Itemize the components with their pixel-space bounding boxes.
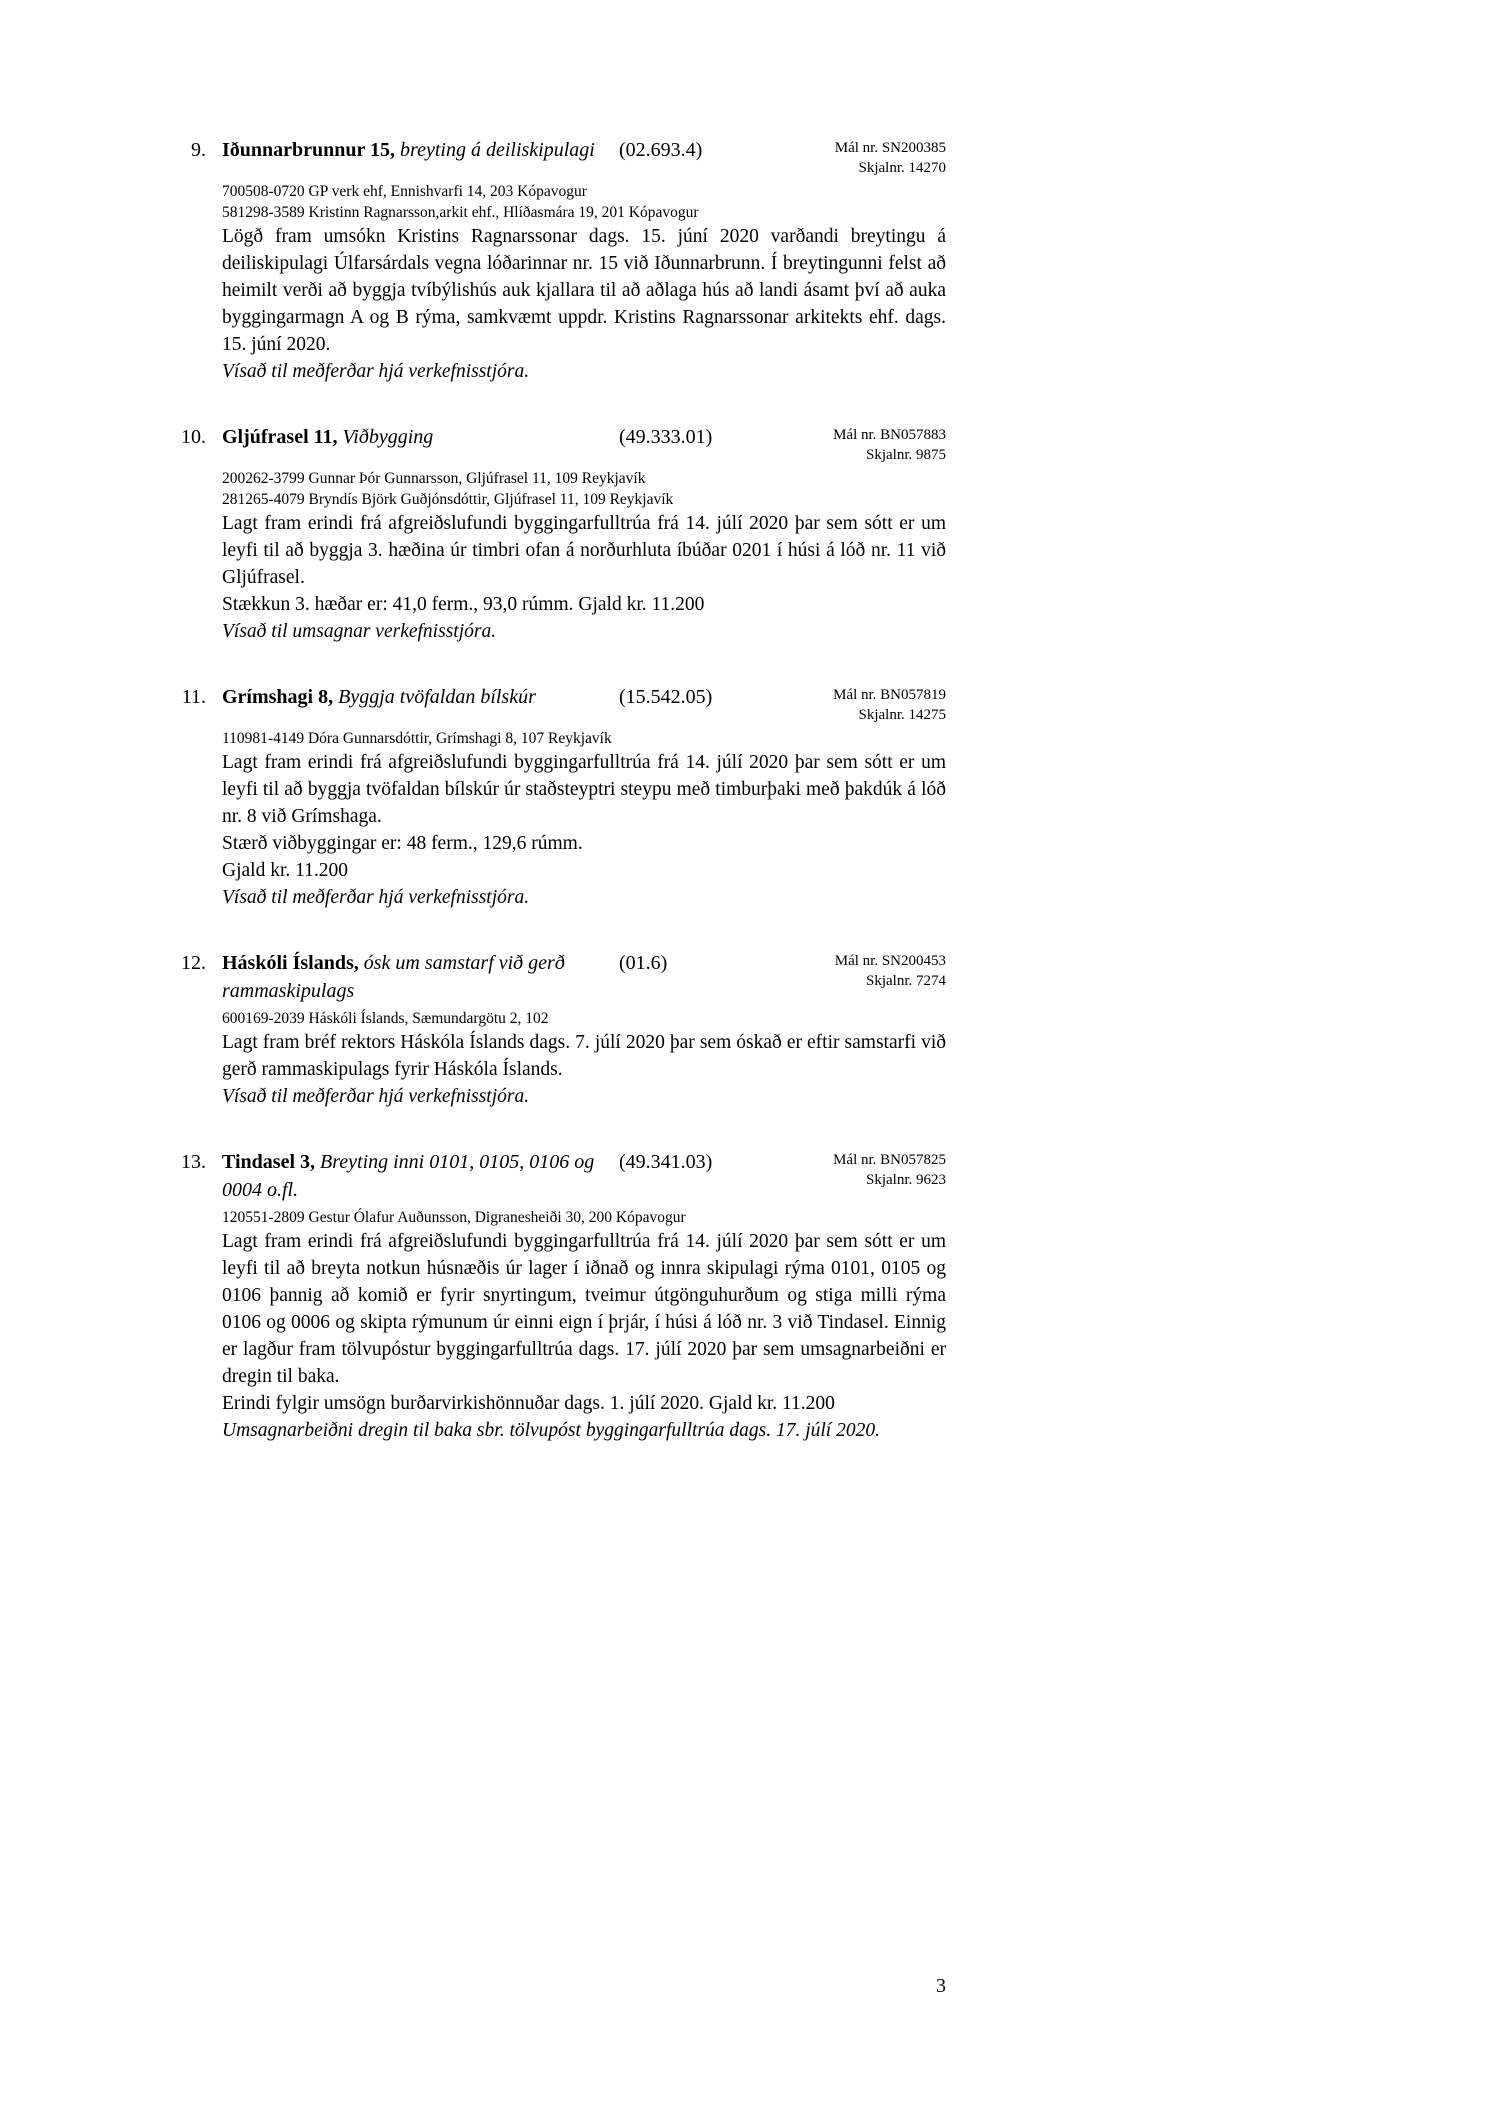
case-number: Mál nr. BN057825 (833, 1152, 946, 1168)
item-header (222, 1148, 946, 1204)
item-code: (02.693.4) (619, 139, 703, 161)
party-line: 581298-3589 Kristinn Ragnarsson,arkit ehf., Hlíðasmára 19, 201 Kópavogur (222, 204, 699, 221)
party-line: 700508-0720 GP verk ehf, Ennishvarfi 14, 203 Kópavogur (222, 183, 587, 200)
item-title: Grímshagi 8, (222, 686, 334, 708)
item-title: Háskóli Íslands, (222, 952, 359, 974)
item-number: 11. (181, 686, 206, 708)
item-meta (833, 683, 946, 725)
agenda-item (178, 683, 946, 911)
document-number: Skjalnr. 9623 (865, 1172, 946, 1188)
body-paragraph: Lagt fram erindi frá afgreiðslufundi byggingarfulltrúa frá 14. júlí 2020 þar sem sótt er um leyfi til að byggja 3. hæðina úr timbri ofan á norðurhluta íbúðar 0201 í húsi á lóð nr. 11 við Gljúfrasel. (222, 513, 946, 588)
item-text (222, 1228, 946, 1444)
item-code: (49.341.03) (619, 1151, 713, 1173)
item-title-block (222, 683, 602, 711)
item-title-block (222, 1148, 602, 1204)
item-code: (49.333.01) (619, 426, 713, 448)
item-subtitle: Viðbygging (342, 426, 434, 448)
item-header (222, 136, 946, 178)
agenda-item (178, 1148, 946, 1444)
item-title: Iðunnarbrunnur 15, (222, 139, 396, 161)
party-list (222, 468, 946, 510)
body-paragraph: Lagt fram bréf rektors Háskóla Íslands dags. 7. júlí 2020 þar sem óskað er eftir samstarfi við gerð rammaskipulags fyrir Háskóla Íslands. (222, 1032, 946, 1080)
agenda-item (178, 949, 946, 1110)
decision-note: Umsagnarbeiðni dregin til baka sbr. tölvupóst byggingarfulltrúa dags. 17. júlí 2020. (222, 1420, 880, 1441)
party-line: 120551-2809 Gestur Ólafur Auðunsson, Digranesheiði 30, 200 Kópavogur (222, 1209, 686, 1226)
party-list (222, 728, 946, 749)
item-code: (15.542.05) (619, 686, 713, 708)
case-number: Mál nr. SN200453 (834, 953, 946, 969)
item-subtitle: Breyting inni 0101, 0105, 0106 og 0004 o.fl. (222, 1151, 595, 1201)
item-subtitle: breyting á deiliskipulagi (400, 139, 595, 161)
party-list (222, 1008, 946, 1029)
item-code: (01.6) (619, 952, 668, 974)
item-title: Gljúfrasel 11, (222, 426, 338, 448)
party-line: 281265-4079 Bryndís Björk Guðjónsdóttir, Gljúfrasel 11, 109 Reykjavík (222, 491, 674, 508)
item-text (222, 510, 946, 645)
item-text (222, 1029, 946, 1110)
body-paragraph: Lagt fram erindi frá afgreiðslufundi byggingarfulltrúa frá 14. júlí 2020 þar sem sótt er um leyfi til að byggja tvöfaldan bílskúr úr staðsteyptri steypu með timburþaki með þakdúk á lóð nr. 8 við Grímshaga. (222, 752, 946, 827)
item-text (222, 749, 946, 911)
item-title-block (222, 136, 602, 164)
item-body (222, 423, 946, 645)
item-header (222, 949, 946, 1005)
item-meta (833, 423, 946, 465)
item-title: Tindasel 3, (222, 1151, 315, 1173)
decision-note: Vísað til umsagnar verkefnisstjóra. (222, 621, 497, 642)
case-number: Mál nr. BN057883 (833, 427, 946, 443)
body-paragraph: Stærð viðbyggingar er: 48 ferm., 129,6 rúmm. (222, 833, 583, 854)
item-title-block (222, 423, 602, 451)
case-number: Mál nr. BN057819 (833, 687, 946, 703)
item-number: 13. (181, 1151, 206, 1173)
party-list (222, 181, 946, 223)
item-title-block (222, 949, 602, 1005)
item-text (222, 223, 946, 385)
item-number: 12. (181, 952, 206, 974)
document-number: Skjalnr. 7274 (865, 973, 946, 989)
body-paragraph: Erindi fylgir umsögn burðarvirkishönnuðar dags. 1. júlí 2020. Gjald kr. 11.200 (222, 1393, 835, 1414)
document-number: Skjalnr. 9875 (865, 447, 946, 463)
page-number: 3 (936, 1975, 946, 1997)
party-line: 110981-4149 Dóra Gunnarsdóttir, Grímshagi 8, 107 Reykjavík (222, 730, 612, 747)
body-paragraph: Lögð fram umsókn Kristins Ragnarssonar dags. 15. júní 2020 varðandi breytingu á deiliskipulagi Úlfarsárdals vegna lóðarinnar nr. 15 við Iðunnarbrunn. Í breytingunni felst að heimilt verði að byggja tvíbýlishús auk kjallara til að aðlaga hús að landi ásamt því að auka byggingarmagn A og B rýma, samkvæmt uppdr. Kristins Ragnarssonar arkitekts ehf. dags. 15. júní 2020. (222, 226, 946, 355)
decision-note: Vísað til meðferðar hjá verkefnisstjóra. (222, 361, 530, 382)
body-paragraph: Lagt fram erindi frá afgreiðslufundi byggingarfulltrúa frá 14. júlí 2020 þar sem sótt er um leyfi til að breyta notkun húsnæðis úr lager í iðnað og innra skipulagi rýma 0101, 0105 og 0106 þannig að komið er fyrir snyrtingum, tveimur útgönguhurðum og stiga milli rýma 0106 og 0006 og skipta rýmunum úr einni eign í þrjár, í húsi á lóð nr. 3 við Tindasel. Einnig er lagður fram tölvupóstur byggingarfulltrúa dags. 17. júlí 2020 þar sem umsagnarbeiðni er dregin til baka. (222, 1231, 946, 1387)
party-list (222, 1207, 946, 1228)
item-body (222, 136, 946, 385)
document-number: Skjalnr. 14270 (858, 160, 946, 176)
item-number: 10. (181, 426, 206, 448)
agenda-item (178, 136, 946, 385)
party-line: 600169-2039 Háskóli Íslands, Sæmundargötu 2, 102 (222, 1010, 549, 1027)
item-meta (835, 136, 946, 178)
item-number: 9. (191, 139, 206, 161)
agenda-item (178, 423, 946, 645)
party-line: 200262-3799 Gunnar Þór Gunnarsson, Gljúfrasel 11, 109 Reykjavík (222, 470, 646, 487)
decision-note: Vísað til meðferðar hjá verkefnisstjóra. (222, 1086, 530, 1107)
item-header (222, 423, 946, 465)
body-paragraph: Gjald kr. 11.200 (222, 860, 349, 881)
item-body (222, 1148, 946, 1444)
item-meta (833, 1148, 946, 1190)
agenda-items (178, 136, 946, 1482)
case-number: Mál nr. SN200385 (834, 140, 946, 156)
item-subtitle: Byggja tvöfaldan bílskúr (338, 686, 536, 708)
decision-note: Vísað til meðferðar hjá verkefnisstjóra. (222, 887, 530, 908)
body-paragraph: Stækkun 3. hæðar er: 41,0 ferm., 93,0 rúmm. Gjald kr. 11.200 (222, 594, 705, 615)
item-meta (835, 949, 946, 991)
item-subtitle: ósk um samstarf við gerð rammaskipulags (222, 952, 565, 1002)
item-body (222, 683, 946, 911)
item-body (222, 949, 946, 1110)
item-header (222, 683, 946, 725)
document-number: Skjalnr. 14275 (858, 707, 946, 723)
